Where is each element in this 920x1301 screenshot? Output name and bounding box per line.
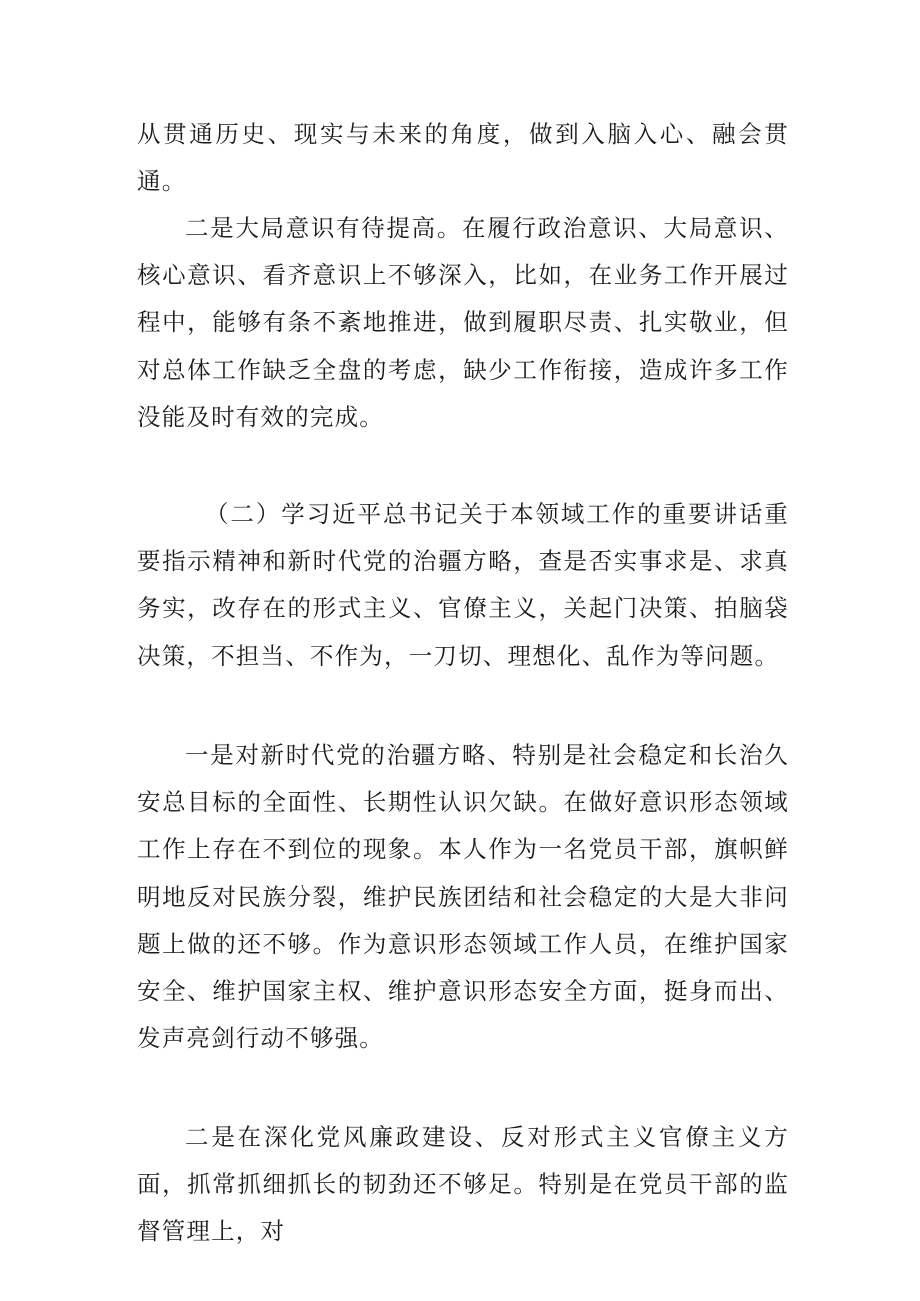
- paragraph-overall-awareness: 二是大局意识有待提高。在履行政治意识、大局意识、核心意识、看齐意识上不够深入，比如，在业务工作开展过程中，能够有条不紊地推进，做到履职尽责、扎实敬业，但对总体工作缺乏全盘的考虑，缺少工作衔接，造成许多工作没能及时有效的完成。: [137, 214, 789, 431]
- paragraph-section-two-heading: （二）学习近平总书记关于本领域工作的重要讲话重要指示精神和新时代党的治疆方略，查是否实事求是、求真务实，改存在的形式主义、官僚主义，关起门决策、拍脑袋决策，不担当、不作为，一刀切、理想化、乱作为等问题。: [137, 500, 789, 670]
- paragraph-continuation: 从贯通历史、现实与未来的角度，做到入脑入心、融会贯通。: [137, 120, 789, 196]
- paragraph-point-two: 二是在深化党风廉政建设、反对形式主义官僚主义方面，抓常抓细抓长的韧劲还不够足。特别是在党员干部的监督管理上，对: [137, 1123, 789, 1246]
- paragraph-point-one: 一是对新时代党的治疆方略、特别是社会稳定和长治久安总目标的全面性、长期性认识欠缺。在做好意识形态领域工作上存在不到位的现象。本人作为一名党员干部，旗帜鲜明地反对民族分裂，维护民族团结和社会稳定的大是大非问题上做的还不够。作为意识形态领域工作人员，在维护国家安全、维护国家主权、维护意识形态安全方面，挺身而出、发声亮剑行动不够强。: [137, 741, 789, 1053]
